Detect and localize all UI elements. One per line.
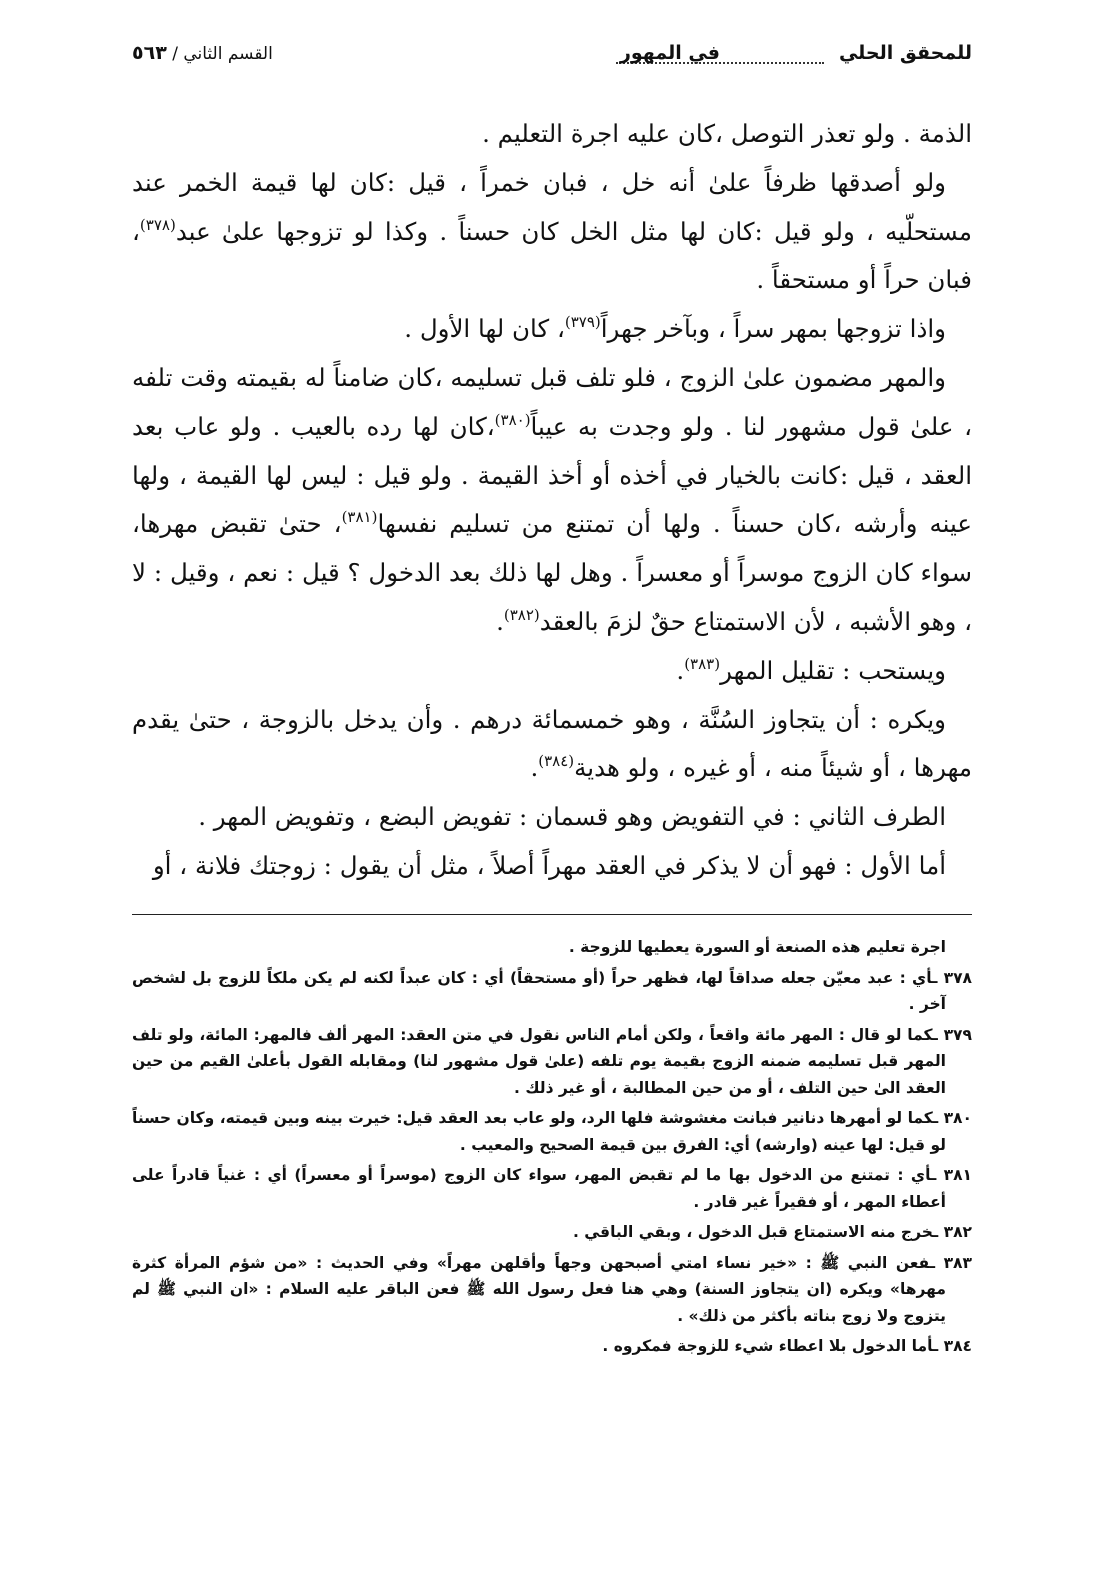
paragraph-text: ولو أصدقها ظرفاً علىٰ أنه خل ، فبان خمراً ، قيل :كان لها قيمة الخمر عند مستحلّيه ، ولو قيل :كان لها مثل الخل كان حسناً . وكذا لو تزوجها علىٰ عبد <box>132 167 972 246</box>
book-title: للمحقق الحلي <box>838 42 972 64</box>
paragraph-text: ويستحب : تقليل المهر <box>720 655 946 685</box>
footnote-ref[interactable]: (٣٨٢) <box>503 605 540 624</box>
footnote-item <box>132 1250 972 1330</box>
footnote-item <box>132 1333 972 1360</box>
paragraph-text: الطرف الثاني : في التفويض وهو قسمان : تفويض البضع ، وتفويض المهر . <box>198 802 946 832</box>
paragraph-text: . <box>676 655 685 685</box>
paragraph <box>132 305 972 354</box>
footnote-number: ٣٨١ ـ <box>930 1166 972 1184</box>
footnotes <box>132 934 972 1364</box>
paragraph-text: . <box>496 606 504 636</box>
paragraph-text: الذمة . ولو تعذر التوصل ،كان عليه اجرة التعليم . <box>482 119 972 148</box>
footnote-item <box>132 1105 972 1158</box>
paragraph-text: ، فبان حراً أو مستحقاً . <box>132 216 972 295</box>
paragraph-text: والمهر مضمون علىٰ الزوج ، فلو تلف قبل تسليمه ،كان ضامناً له بقيمته وقت تلفه ، علىٰ قول مشهور لنا . ولو وجدت به عيباً <box>132 362 972 441</box>
footnote-item <box>132 1162 972 1215</box>
paragraph-text: ، كان لها الأول . <box>404 314 565 344</box>
paragraph-text: أما الأول : فهو أن لا يذكر في العقد مهراً أصلاً ، مثل أن يقول : زوجتك فلانة ، أو <box>152 850 946 880</box>
footnote-number: ٣٧٩ ـ <box>932 1025 972 1044</box>
page-number: ٥٦٣ <box>132 42 167 64</box>
footnote-text: كما لو قال : المهر مائة واقعاً ، ولكن أمام الناس نقول في متن العقد: المهر ألف فالمهر: المائة، ولو تلف المهر قبل تسليمه ضمنه الزوج بقيمة يوم تلفه (علىٰ قول مشهور لنا) ومقابله القول بأعلىٰ القيم من حين العقد الىٰ حين التلف ، أو من حين المطالبة ، أو غير ذلك . <box>132 1025 946 1097</box>
footnote-text: كما لو أمهرها دنانير فبانت مغشوشة فلها الرد، ولو عاب بعد العقد قيل: خيرت بينه وبين قيمته، وكان حسناً لو قيل: لها عينه (وارشه) أي: الفرق بين قيمة الصحيح والمعيب . <box>132 1109 946 1154</box>
paragraph <box>132 159 972 305</box>
footnote-ref[interactable]: (٣٧٩) <box>564 313 601 332</box>
paragraph <box>132 647 972 696</box>
paragraph-text: . <box>530 753 539 783</box>
paragraph <box>132 842 972 891</box>
footnote-item <box>132 1022 972 1102</box>
footnote-ref[interactable]: (٣٧٨) <box>139 215 176 234</box>
footnote-text: خرج منه الاستمتاع قبل الدخول ، وبقي الباقي . <box>572 1223 933 1241</box>
footnote-ref[interactable]: (٣٨٠) <box>494 410 531 429</box>
footnote-separator <box>132 914 972 915</box>
paragraph-text: واذا تزوجها بمهر سراً ، وبآخر جهراً <box>600 314 946 344</box>
footnote-text: أي : عبد معيّن جعله صداقاً لها، فظهر حراً (أو مستحقاً) أي : كان عبداً لكنه لم يكن ملكاً للزوج بل لشخص آخر . <box>132 968 946 1013</box>
paragraph-text: ، حتىٰ تقبض مهرها، سواء كان الزوج موسراً أو معسراً . وهل لها ذلك بعد الدخول ؟ قيل : نعم ، وقيل : لا ، وهو الأشبه ، لأن الاستمتاع حقٌ لزمَ بالعقد <box>132 509 972 636</box>
paragraph <box>132 793 972 842</box>
paragraph-text: ويكره : أن يتجاوز السُنَّة ، وهو خمسمائة درهم . وأن يدخل بالزوجة ، حتىٰ يقدم مهرها ، أو شيئاً منه ، أو غيره ، ولو هدية <box>132 704 972 783</box>
paragraph <box>132 696 972 794</box>
section-label <box>132 42 273 64</box>
running-header <box>132 34 972 78</box>
book-page <box>132 34 973 1355</box>
footnote-ref[interactable]: (٣٨١) <box>341 508 378 527</box>
footnote-text: أما الدخول بلا اعطاء شيء للزوجة فمكروه . <box>602 1337 933 1355</box>
section-name: القسم الثاني / <box>172 44 273 64</box>
footnote-item <box>132 934 972 961</box>
paragraph <box>132 110 972 159</box>
footnote-text: فعن النبي ﷺ : «خير نساء امتي أصبحهن وجهاً وأقلهن مهراً» وفي الحديث : «من شؤم المرأة كثرة مهرها» ويكره (ان يتجاوز السنة) وهي هنا فعل رسول الله ﷺ فعن الباقر عليه السلام : «ان النبي ﷺ لم يتزوج ولا زوج بناته بأكثر من ذلك» . <box>132 1253 946 1325</box>
footnote-ref[interactable]: (٣٨٣) <box>684 654 721 673</box>
paragraph <box>132 354 972 647</box>
main-text <box>132 110 972 891</box>
paragraph-text: ،كان لها رده بالعيب . ولو عاب بعد العقد ، قيل :كانت بالخيار في أخذه أو أخذ القيمة . ولو قيل : ليس لها القيمة ، ولها عينه وأرشه ،كان حسناً . ولها أن تمتنع من تسليم نفسها <box>132 411 973 539</box>
footnote-number: ٣٨٣ ـ <box>929 1253 972 1272</box>
footnote-number: ٣٨٠ ـ <box>932 1109 972 1127</box>
footnote-text: أي : تمتنع من الدخول بها ما لم تقبض المهر، سواء كان الزوج (موسراً أو معسراً) أي : غنياً قادراً على أعطاء المهر ، أو فقيراً غير قادر . <box>132 1166 946 1211</box>
footnote-item <box>132 1219 972 1246</box>
footnote-number: ٣٧٨ ـ <box>932 968 973 987</box>
footnote-number: ٣٨٤ ـ <box>932 1337 972 1355</box>
footnote-item <box>132 965 972 1018</box>
footnote-text: اجرة تعليم هذه الصنعة أو السورة يعطيها للزوجة . <box>568 938 946 956</box>
footnote-number: ٣٨٢ ـ <box>932 1223 972 1241</box>
footnote-ref[interactable]: (٣٨٤) <box>538 752 575 771</box>
chapter-title: في المهور <box>619 42 720 64</box>
